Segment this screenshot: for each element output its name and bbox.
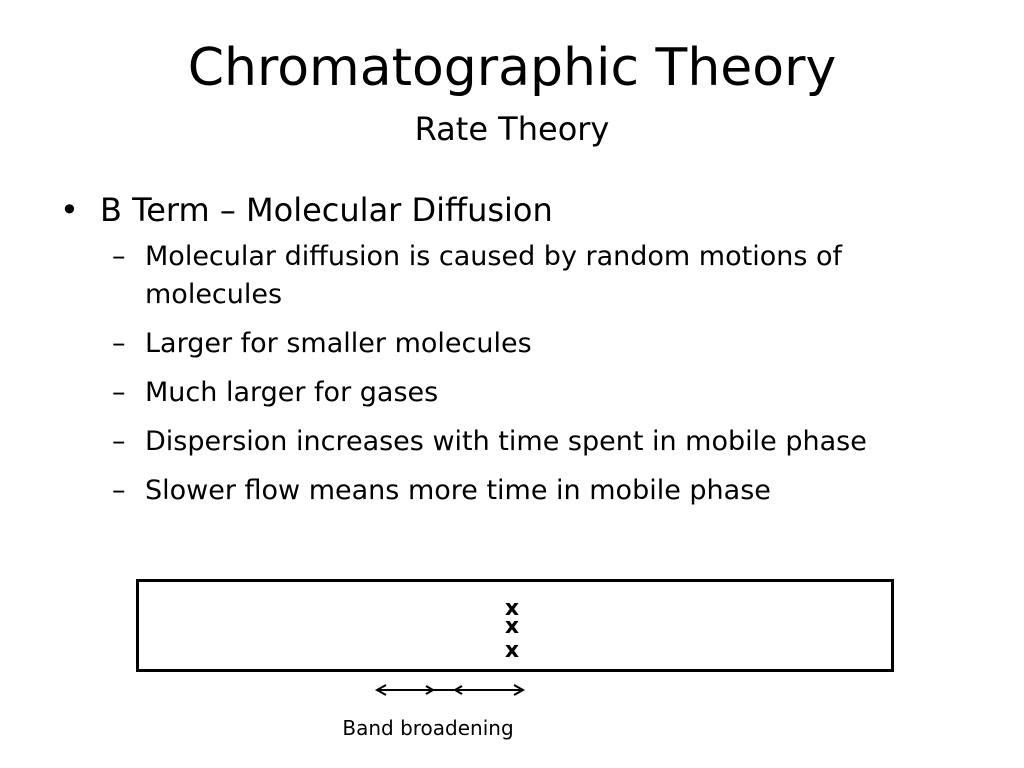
molecule-marker: x [504, 614, 520, 639]
band-broadening-arrows [370, 680, 530, 700]
sub-bullet-item [60, 238, 980, 314]
sub-bullet-text: Molecular diffusion is caused by random motions of molecules [145, 241, 843, 310]
bullet-list [60, 188, 980, 521]
dash-marker: – [112, 241, 126, 272]
slide-subtitle: Rate Theory [414, 110, 610, 148]
diagram-caption: Band broadening [342, 716, 514, 740]
dash-marker: – [112, 475, 126, 506]
sub-bullet-text: Much larger for gases [145, 377, 439, 408]
bullet-item [60, 188, 980, 232]
dash-marker: – [112, 377, 126, 408]
sub-bullet-text: Slower flow means more time in mobile phase [145, 475, 771, 506]
sub-bullet-text: Larger for smaller molecules [145, 328, 532, 359]
bullet-text: B Term – Molecular Diffusion [100, 191, 553, 229]
dash-marker: – [112, 426, 126, 457]
bullet-marker: • [60, 191, 79, 229]
sub-bullet-item [60, 423, 980, 461]
sub-bullet-list [60, 238, 980, 510]
molecule-marker: x [504, 596, 520, 621]
dash-marker: – [112, 328, 126, 359]
slide-title: Chromatographic Theory [187, 38, 837, 98]
sub-bullet-item [60, 325, 980, 363]
sub-bullet-item [60, 472, 980, 510]
sub-bullet-text: Dispersion increases with time spent in mobile phase [145, 426, 867, 457]
sub-bullet-item [60, 374, 980, 412]
molecule-marker: x [504, 638, 520, 663]
